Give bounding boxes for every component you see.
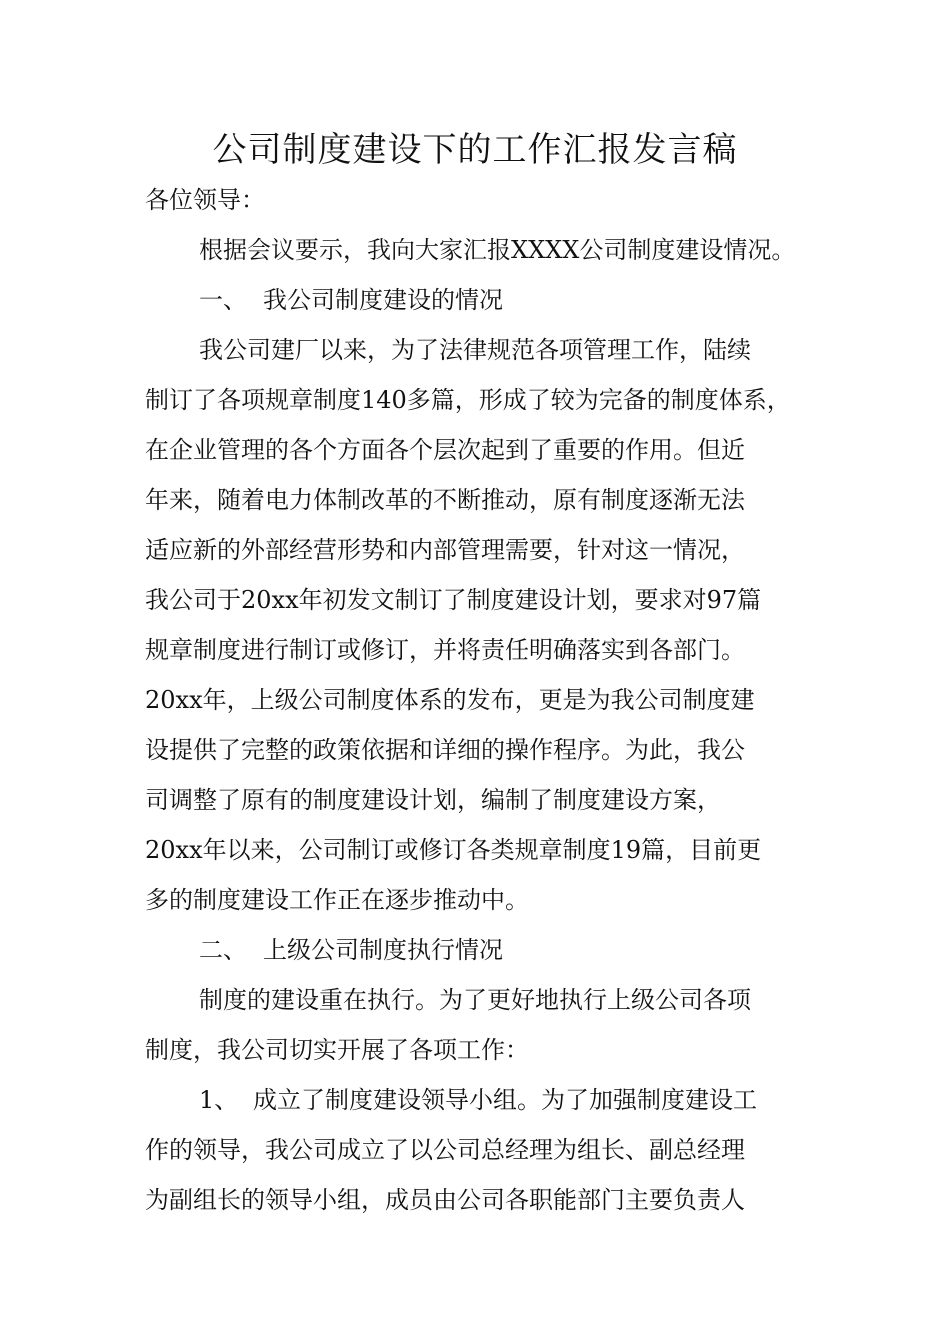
item-number: 1、 <box>199 1086 239 1114</box>
paragraph-line: 制订了各项规章制度140多篇，形成了较为完备的制度体系， <box>145 386 791 414</box>
section-number: 一、 <box>199 286 247 314</box>
item-text: 成立了制度建设领导小组。为了加强制度建设工 <box>253 1086 757 1114</box>
paragraph-line: 制度的建设重在执行。为了更好地执行上级公司各项 <box>199 986 751 1014</box>
paragraph-line: 制度，我公司切实开展了各项工作： <box>145 1036 529 1064</box>
paragraph-line: 设提供了完整的政策依据和详细的操作程序。为此，我公 <box>145 736 745 764</box>
section-heading-2 <box>199 932 879 968</box>
paragraph-line: 20xx年以来，公司制订或修订各类规章制度19篇，目前更 <box>145 836 762 864</box>
paragraph-line: 我公司建厂以来，为了法律规范各项管理工作，陆续 <box>199 336 751 364</box>
paragraph-line: 年来，随着电力体制改革的不断推动，原有制度逐渐无法 <box>145 486 745 514</box>
section-heading-text: 上级公司制度执行情况 <box>263 936 503 964</box>
section-heading-text: 我公司制度建设的情况 <box>263 286 503 314</box>
paragraph-line: 规章制度进行制订或修订，并将责任明确落实到各部门。 <box>145 636 745 664</box>
paragraph-line: 为副组长的领导小组，成员由公司各职能部门主要负责人 <box>145 1186 745 1214</box>
paragraph-line: 在企业管理的各个方面各个层次起到了重要的作用。但近 <box>145 436 745 464</box>
paragraph-line: 作的领导，我公司成立了以公司总经理为组长、副总经理 <box>145 1136 745 1164</box>
paragraph-line: 我公司于20xx年初发文制订了制度建设计划，要求对97篇 <box>145 586 762 614</box>
section-heading-1 <box>199 282 879 318</box>
numbered-item-1 <box>199 1082 879 1118</box>
paragraph-line: 20xx年，上级公司制度体系的发布，更是为我公司制度建 <box>145 686 755 714</box>
paragraph-line: 多的制度建设工作正在逐步推动中。 <box>145 886 529 914</box>
intro-paragraph: 根据会议要示，我向大家汇报XXXX公司制度建设情况。 <box>199 236 796 264</box>
salutation: 各位领导： <box>145 186 265 214</box>
paragraph-line: 适应新的外部经营形势和内部管理需要，针对这一情况， <box>145 536 745 564</box>
section-number: 二、 <box>199 936 247 964</box>
paragraph-line: 司调整了原有的制度建设计划，编制了制度建设方案， <box>145 786 721 814</box>
document-title: 公司制度建设下的工作汇报发言稿 <box>212 130 738 170</box>
